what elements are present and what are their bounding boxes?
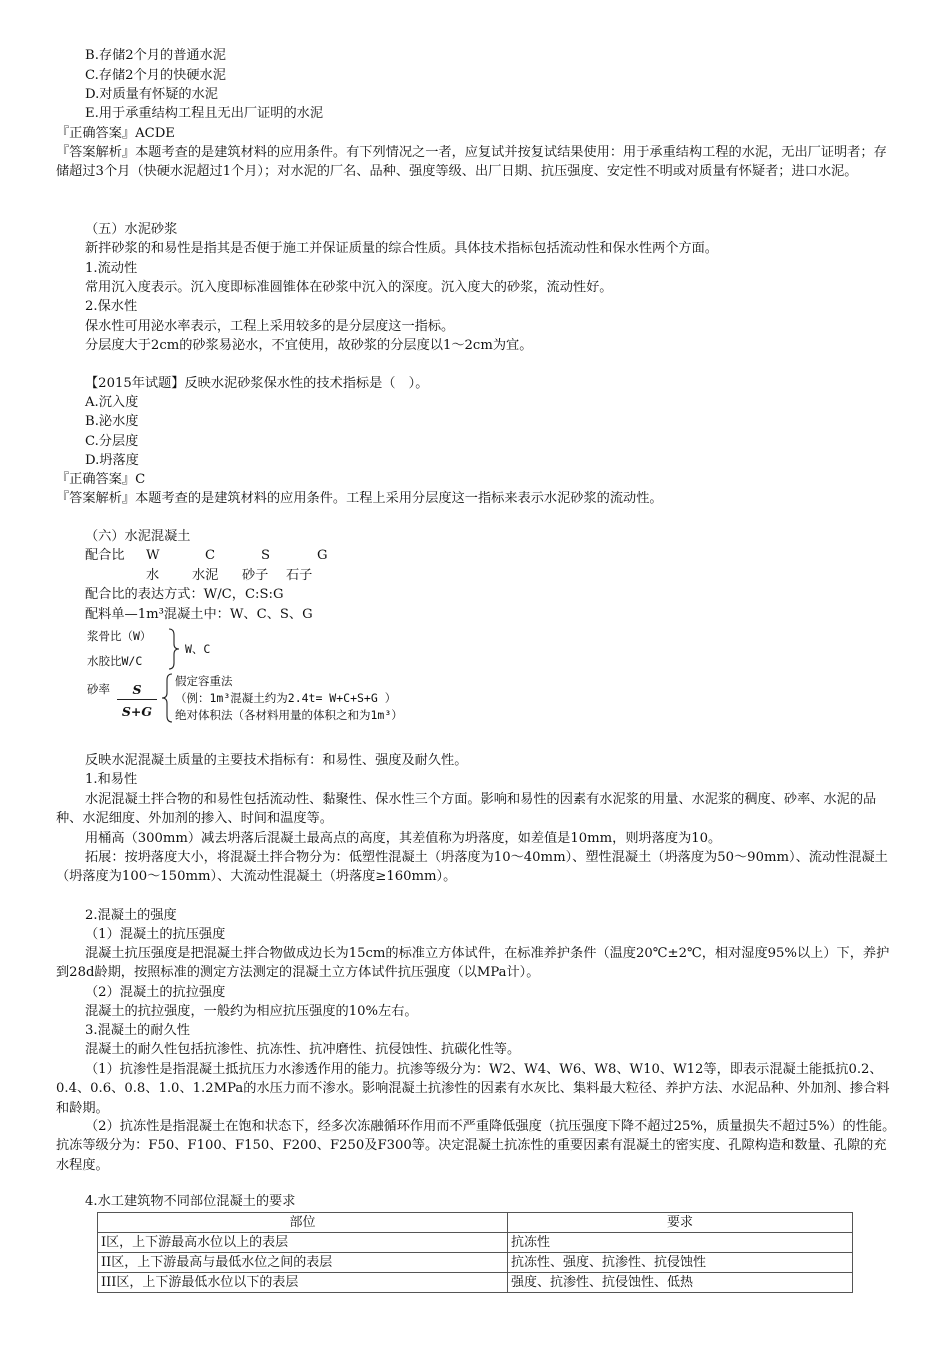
- method-absolute-volume: 绝对体积法（各材料用量的体积之和为1m³）: [175, 708, 403, 722]
- header-requirement: 要求: [508, 1213, 853, 1233]
- tensile-strength-title: （2）混凝土的抗拉强度: [85, 985, 226, 1000]
- mix-expression: 配合比的表达方式：W/C，C:S:G: [85, 587, 284, 602]
- q1-option-b: B.存储2个月的普通水泥: [85, 48, 226, 63]
- mortar-retention-text1: 保水性可用泌水率表示，工程上采用较多的是分层度这一指标。: [85, 319, 455, 334]
- concrete-indicators: 反映水泥混凝土质量的主要技术指标有：和易性、强度及耐久性。: [85, 753, 468, 768]
- mix-code-w: W: [146, 548, 160, 563]
- mortar-fluidity-text: 常用沉入度表示。沉入度即标准圆锥体在砂浆中沉入的深度。沉入度大的砂浆，流动性好。: [85, 280, 613, 295]
- slump-classification: 拓展：按坍落度大小，将混凝土拌合物分为：低塑性混凝土（坍落度为10～40mm）、塑性混凝土（坍落度为50～90mm）、流动性混凝土（坍落度为100～150mm）、大流动性混凝土（坍落度≥160mm）。: [56, 850, 888, 885]
- q1-answer: 『正确答案』ACDE: [56, 126, 175, 141]
- q1-option-d: D.对质量有怀疑的水泥: [85, 87, 218, 102]
- fraction-numerator: S: [132, 682, 142, 697]
- row1-requirement: 抗冻性: [508, 1233, 853, 1253]
- compressive-strength-text: 混凝土抗压强度是把混凝土拌合物做成边长为15cm的标准立方体试件，在标准养护条件（温度20℃±2℃，相对湿度95%以上）下，养护到28d龄期，按照标准的测定方法测定的混凝土立方体试件抗压强度（以MPa计）。: [56, 946, 890, 981]
- strength-title: 2.混凝土的强度: [85, 908, 177, 923]
- row3-location: III区，上下游最低水位以下的表层: [98, 1273, 508, 1293]
- row1-location: I区，上下游最高水位以上的表层: [98, 1233, 508, 1253]
- mix-code-s: S: [261, 548, 271, 563]
- mix-list: 配料单—1m³混凝土中：W、C、S、G: [85, 607, 313, 622]
- mortar-retention-text2: 分层度大于2cm的砂浆易泌水，不宜使用，故砂浆的分层度以1～2cm为宜。: [85, 338, 533, 353]
- mortar-intro: 新拌砂浆的和易性是指其是否便于施工并保证质量的综合性质。具体技术指标包括流动性和保水性两个方面。: [85, 241, 718, 256]
- q1-option-c: C.存储2个月的快硬水泥: [85, 68, 226, 83]
- mix-name-cement: 水泥: [192, 568, 219, 583]
- method-assumed-density: 假定容重法: [175, 674, 233, 688]
- q2-option-d: D.坍落度: [85, 453, 139, 468]
- durability-text: 混凝土的耐久性包括抗渗性、抗冻性、抗冲磨性、抗侵蚀性、抗碳化性等。: [85, 1042, 521, 1057]
- right-brace-icon: [167, 628, 181, 670]
- table-row: [98, 1253, 853, 1273]
- concrete-heading: （六）水泥混凝土: [85, 529, 191, 544]
- mix-name-water: 水: [146, 568, 160, 583]
- frost-resistance-text: （2）抗冻性是指混凝土在饱和状态下，经多次冻融循环作用而不严重降低强度（抗压强度下降不超过25%，质量损失不超过5%）的性能。抗冻等级分为：F50、F100、F150、F200、F250及F300等。决定混凝土抗冻性的重要因素有混凝土的密实度、孔隙构造和数量、孔隙的充水程度。: [56, 1119, 896, 1173]
- row2-location: II区，上下游最高与最低水位之间的表层: [98, 1253, 508, 1273]
- mix-name-stone: 石子: [286, 568, 313, 583]
- compressive-strength-title: （1）混凝土的抗压强度: [85, 927, 226, 942]
- mix-label: 配合比: [85, 548, 125, 563]
- q2-answer: 『正确答案』C: [56, 472, 146, 487]
- mix-code-g: G: [317, 548, 328, 563]
- q2-option-a: A.沉入度: [85, 395, 139, 410]
- q1-option-e: E.用于承重结构工程且无出厂证明的水泥: [85, 106, 324, 121]
- table-row: [98, 1233, 853, 1253]
- workability-text: 水泥混凝土拌合物的和易性包括流动性、黏聚性、保水性三个方面。影响和易性的因素有水泥浆的用量、水泥浆的稠度、砂率、水泥的品种、水泥细度、外加剂的掺入、时间和温度等。: [56, 792, 877, 827]
- water-binder-ratio: 水胶比W/C: [87, 654, 143, 668]
- row3-requirement: 强度、抗渗性、抗侵蚀性、低热: [508, 1273, 853, 1293]
- mortar-fluidity-title: 1.流动性: [85, 261, 138, 276]
- mortar-heading: （五）水泥砂浆: [85, 222, 178, 237]
- slump-definition: 用桶高（300mm）减去坍落后混凝土最高点的高度，其差值称为坍落度，如差值是10mm，则坍落度为10。: [85, 831, 722, 846]
- fraction-denominator: S+G: [121, 704, 153, 719]
- mortar-retention-title: 2.保水性: [85, 299, 138, 314]
- q2-question: 【2015年试题】反映水泥砂浆保水性的技术指标是（ ）。: [85, 376, 429, 391]
- left-brace-icon: [160, 673, 174, 723]
- workability-title: 1.和易性: [85, 772, 138, 787]
- q2-option-c: C.分层度: [85, 434, 139, 449]
- durability-title: 3.混凝土的耐久性: [85, 1023, 190, 1038]
- method-assumed-density-example: （例：1m³混凝土约为2.4t= W+C+S+G ）: [175, 691, 397, 705]
- mix-name-sand: 砂子: [242, 568, 269, 583]
- q1-analysis: 『答案解析』本题考查的是建筑材料的应用条件。有下列情况之一者，应复试并按复试结果使用：用于承重结构工程的水泥，无出厂证明者；存储超过3个月（快硬水泥超过1个月）；对水泥的厂名、品种、强度等级、出厂日期、抗压强度、安定性不明或对质量有怀疑者；进口水泥。: [56, 145, 887, 180]
- fraction-bar: [117, 699, 157, 700]
- ratio-result: W、C: [185, 642, 211, 656]
- table-header-row: [98, 1213, 853, 1233]
- table-row: [98, 1273, 853, 1293]
- header-location: 部位: [98, 1213, 508, 1233]
- tensile-strength-text: 混凝土的抗拉强度，一般约为相应抗压强度的10%左右。: [85, 1004, 418, 1019]
- requirements-table: [97, 1212, 853, 1293]
- sand-ratio-label: 砂率: [87, 682, 110, 696]
- impermeability-text: （1）抗渗性是指混凝土抵抗压力水渗透作用的能力。抗渗等级分为：W2、W4、W6、W8、W10、W12等，即表示混凝土能抵抗0.2、0.4、0.6、0.8、1.0、1.2MPa的水压力而不渗水。影响混凝土抗渗性的因素有水灰比、集料最大粒径、养护方法、水泥品种、外加剂、掺合料和龄期。: [56, 1062, 890, 1116]
- paste-aggregate-ratio: 浆骨比（W）: [87, 629, 152, 643]
- q2-analysis: 『答案解析』本题考查的是建筑材料的应用条件。工程上采用分层度这一指标来表示水泥砂浆的流动性。: [56, 491, 663, 506]
- q2-option-b: B.泌水度: [85, 414, 139, 429]
- row2-requirement: 抗冻性、强度、抗渗性、抗侵蚀性: [508, 1253, 853, 1273]
- requirements-table-title: 4.水工建筑物不同部位混凝土的要求: [85, 1194, 296, 1209]
- mix-code-c: C: [205, 548, 216, 563]
